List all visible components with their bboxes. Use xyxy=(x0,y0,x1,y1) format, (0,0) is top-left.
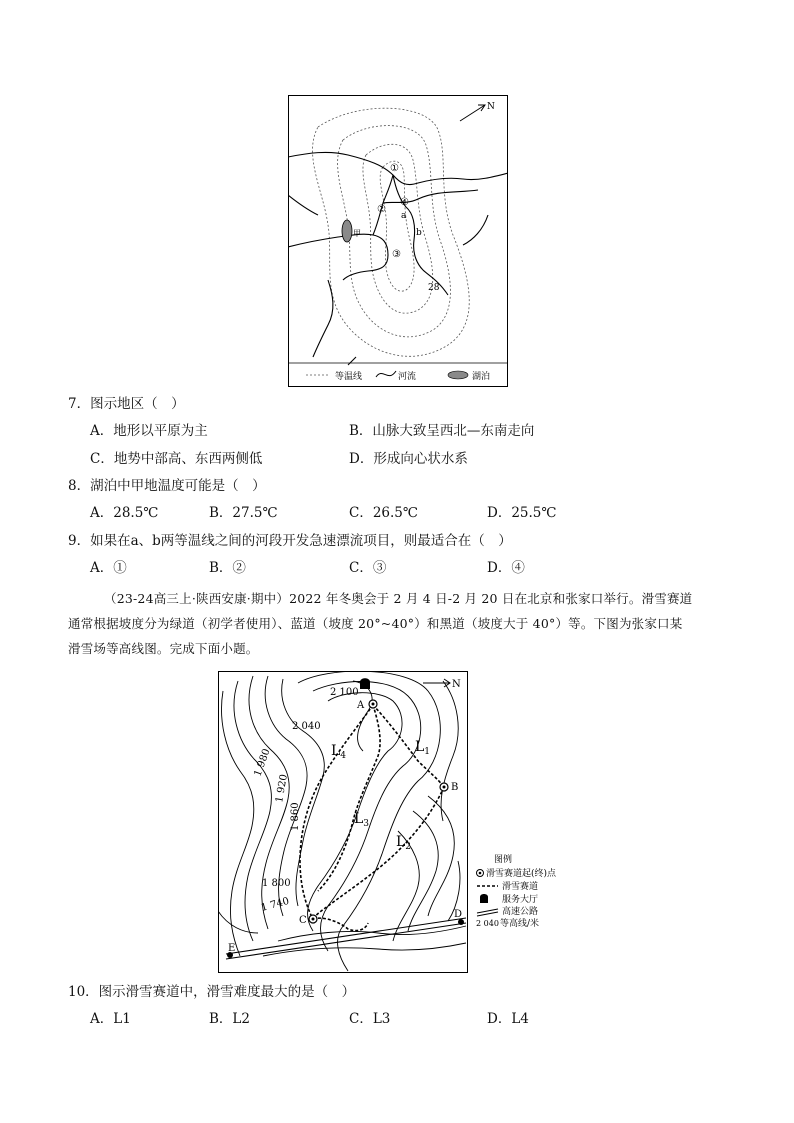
q10-option-b[interactable]: B．L2 xyxy=(209,1011,250,1027)
legend-contour-value: 2 040 xyxy=(476,919,499,928)
track-label-l2: $L_2$ xyxy=(396,834,412,852)
isotherm-map xyxy=(288,95,508,387)
legend-hall: 服务大厅 xyxy=(502,895,539,905)
lake-icon xyxy=(342,220,352,242)
q8-option-b[interactable]: B．27.5℃ xyxy=(209,505,278,521)
contour-label-1980: 1 980 xyxy=(252,747,273,779)
legend-hall-icon xyxy=(480,894,488,903)
q8-stem: 8．湖泊中甲地温度可能是（ ） xyxy=(68,478,266,494)
q9-option-d[interactable]: D．④ xyxy=(487,560,525,576)
label-a: a xyxy=(401,211,407,221)
q10-stem: 10．图示滑雪赛道中，滑雪难度最大的是（ ） xyxy=(68,984,356,1000)
q10-option-a[interactable]: A．L1 xyxy=(90,1011,131,1027)
ski-map-legend xyxy=(474,853,594,933)
q8-option-d[interactable]: D．25.5℃ xyxy=(487,505,557,521)
label-p4: ④ xyxy=(400,197,409,208)
legend-track: 滑雪赛道 xyxy=(502,882,539,892)
track-label-l1: $L_1$ xyxy=(415,739,431,757)
label-p2: ② xyxy=(377,204,386,215)
legend-road: 高速公路 xyxy=(502,907,539,917)
point-b-label: B xyxy=(451,782,459,793)
q9-option-a[interactable]: A．① xyxy=(90,560,127,576)
label-28: 28 xyxy=(428,283,440,293)
q7-option-a[interactable]: A．地形以平原为主 xyxy=(90,423,208,439)
label-b: b xyxy=(416,228,422,238)
contour-label-2100: 2 100 xyxy=(330,687,359,698)
intro-line-3: 滑雪场等高线图。完成下面小题。 xyxy=(68,641,259,656)
intro-line-2: 通常根据坡度分为绿道（初学者使用）、蓝道（坡度 20°~40°）和黑道（坡度大于 40°）等。下图为张家口某 xyxy=(68,616,683,631)
legend-title: 图例 xyxy=(494,855,513,865)
point-e-label: E xyxy=(228,943,236,954)
contour-label-2040: 2 040 xyxy=(292,721,321,732)
contour-label-1740: 1 740 xyxy=(259,895,291,914)
track-label-l3: $L_3$ xyxy=(354,811,370,829)
label-p1: ① xyxy=(390,163,399,174)
contour-label-1800: 1 800 xyxy=(262,878,291,889)
north-label: N xyxy=(487,102,495,112)
q8-option-a[interactable]: A．28.5℃ xyxy=(90,505,159,521)
q10-option-c[interactable]: C．L3 xyxy=(349,1011,391,1027)
contour-label-1860: 1 860 xyxy=(290,802,301,831)
legend-isotherm: 等温线 xyxy=(335,372,363,382)
legend-lake-icon xyxy=(448,371,468,379)
point-d-label: D xyxy=(454,909,463,920)
legend-contour: 等高线/米 xyxy=(500,919,540,929)
legend-start: 滑雪赛道起(终)点 xyxy=(486,869,557,879)
q7-stem: 7．图示地区（ ） xyxy=(68,396,185,412)
track-label-l4: $L_4$ xyxy=(331,743,347,761)
q9-stem: 9．如果在a、b两等温线之间的河段开发急速漂流项目，则最适合在（ ） xyxy=(68,533,512,549)
q9-option-b[interactable]: B．② xyxy=(209,560,246,576)
label-lake: 甲 xyxy=(353,229,361,238)
q9-option-c[interactable]: C．③ xyxy=(349,560,387,576)
q8-option-c[interactable]: C．26.5℃ xyxy=(349,505,418,521)
label-p3: ③ xyxy=(392,249,401,260)
q7-option-d[interactable]: D．形成向心状水系 xyxy=(349,451,468,467)
intro-line-1: （23-24高三上·陕西安康·期中）2022 年冬奥会于 2 月 4 日-2 月 20 日在北京和张家口举行。滑雪赛道 xyxy=(104,591,693,606)
service-hall-icon xyxy=(360,678,370,689)
contour-label-1920: 1 920 xyxy=(274,773,290,804)
point-c-label: C xyxy=(299,915,307,926)
north-label: N xyxy=(452,679,461,690)
q7-option-c[interactable]: C．地势中部高、东西两侧低 xyxy=(90,451,263,467)
legend-river: 河流 xyxy=(398,372,417,382)
legend-lake: 湖泊 xyxy=(472,372,491,382)
q7-option-b[interactable]: B．山脉大致呈西北—东南走向 xyxy=(349,423,535,439)
q10-option-d[interactable]: D．L4 xyxy=(487,1011,529,1027)
point-a-label: A xyxy=(357,700,365,711)
ski-contour-map xyxy=(218,671,468,973)
